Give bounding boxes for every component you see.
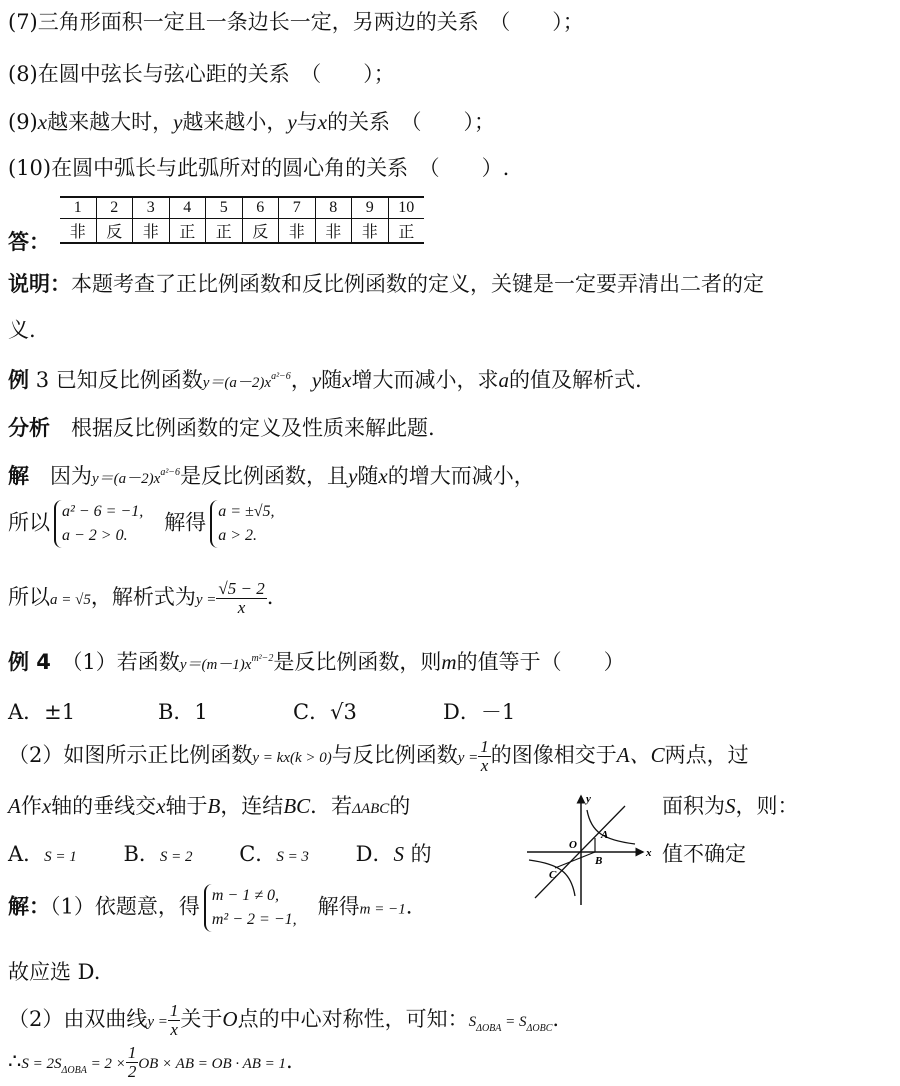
label-a: A bbox=[601, 829, 609, 841]
question-9: (9)x越来越大时，y越来越小，y与x的关系 （ ）； bbox=[8, 110, 496, 134]
question-4-2-line2-cont: 面积为S，则： bbox=[662, 794, 799, 818]
solution-4: 解：（1）依题意，得 m − 1 ≠ 0, m² − 2 = −1, 解得m = −1. bbox=[8, 884, 412, 932]
answer-value: 非 bbox=[60, 219, 96, 244]
label-b: B bbox=[595, 855, 603, 867]
note-line1: 说明：本题考查了正比例函数和反比例函数的定义，关键是一定要弄清出二者的定 bbox=[8, 272, 764, 296]
question-4-2-line1: （2）如图所示正比例函数y = kx(k > 0)与反比例函数y = $\frac{1}{x}$ 的图像相交于A、C两点，过 bbox=[8, 737, 749, 775]
note-line2: 义. bbox=[8, 318, 36, 342]
answer-number: 1 bbox=[60, 197, 96, 219]
answer-number: 5 bbox=[206, 197, 243, 219]
answer-number: 8 bbox=[315, 197, 352, 219]
answer-label: 答： bbox=[8, 230, 50, 254]
question-4-2-line2: A作x轴的垂线交x轴于B，连结BC．若ΔABC的 bbox=[8, 794, 411, 818]
answer-value: 反 bbox=[242, 219, 279, 244]
segment-bc bbox=[555, 852, 595, 868]
answer-table bbox=[60, 196, 424, 244]
answer-value: 非 bbox=[133, 219, 170, 244]
answer-value: 正 bbox=[388, 219, 424, 244]
question-10: (10)在圆中弧长与此弧所对的圆心角的关系 （ ）. bbox=[8, 156, 510, 180]
option-a: A．±1 bbox=[8, 700, 76, 724]
function-graph bbox=[525, 790, 655, 910]
result-3: 所以a = √5，解析式为y = $\frac{√5 - 2}{x}$ . bbox=[8, 579, 274, 617]
example-3: 例 3 已知反比例函数$y=(a-2)x^{a^2-6}$，y随x增大而减小，求a的值及解析式. bbox=[8, 368, 642, 392]
label-o: O bbox=[569, 839, 577, 851]
example-4: 例 4 （1）若函数$y=(m-1)x^{m^2-2}$是反比例函数，则m的值等于（ ） bbox=[8, 650, 625, 674]
options-1 bbox=[8, 696, 515, 726]
option-c: C．√3 bbox=[293, 700, 357, 724]
hyperbola-branch-1 bbox=[587, 810, 635, 844]
analysis: 分析 根据反比例函数的定义及性质来解此题. bbox=[8, 416, 435, 440]
question-8: (8)在圆中弦长与弦心距的关系 （ ）； bbox=[8, 62, 395, 86]
answer-number: 6 bbox=[242, 197, 279, 219]
answer-number: 2 bbox=[96, 197, 133, 219]
answer-number: 3 bbox=[133, 197, 170, 219]
question-7: (7)三角形面积一定且一条边长一定，另两边的关系 （ ）； bbox=[8, 10, 584, 34]
option-d-end: 值不确定 bbox=[662, 842, 746, 866]
answer-number: 4 bbox=[169, 197, 206, 219]
choose-d: 故应选 D. bbox=[8, 960, 101, 984]
answer-value: 非 bbox=[315, 219, 352, 244]
label-c: C bbox=[549, 869, 557, 881]
option-d: D．－1 bbox=[443, 700, 516, 724]
system-equations-1: 所以 a² − 6 = −1, a − 2 > 0. 解得 a = ±√5, a > 2. bbox=[8, 500, 275, 548]
solution-4-2: （2）由双曲线y = $\frac{1}{x}$ 关于O点的中心对称性，可知：$S_{\Delta OBA} = S_{\Delta OBC}$. bbox=[8, 1001, 560, 1039]
label-x: x bbox=[646, 847, 652, 859]
answer-value: 正 bbox=[206, 219, 243, 244]
label-y: y bbox=[586, 793, 591, 805]
answer-value: 反 bbox=[96, 219, 133, 244]
final-equation: ∴S = $2S_{\Delta OBA} = 2$ × $\frac{1}{2}$ OB × AB = OB · AB = 1. bbox=[8, 1043, 293, 1081]
answer-value: 非 bbox=[352, 219, 389, 244]
option-b: B．1 bbox=[158, 700, 208, 724]
answer-value: 非 bbox=[279, 219, 316, 244]
options-2: A．S = 1 B．S = 2 C．S = 3 D．S 的 bbox=[8, 842, 432, 866]
answer-number: 10 bbox=[388, 197, 424, 219]
answer-number: 7 bbox=[279, 197, 316, 219]
answer-number: 9 bbox=[352, 197, 389, 219]
solution-3: 解 因为$y=(a-2)x^{a^2-6}$是反比例函数，且y随x的增大而减小， bbox=[8, 464, 535, 488]
answer-value: 正 bbox=[169, 219, 206, 244]
